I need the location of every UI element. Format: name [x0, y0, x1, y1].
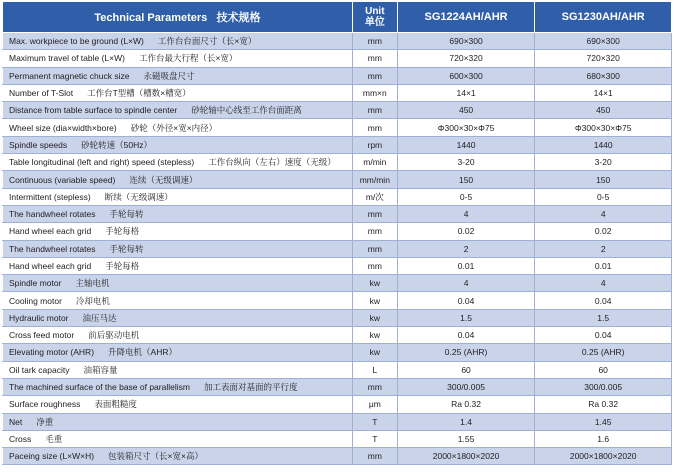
- param-en: Table longitudinal (left and right) speed (stepless): [9, 157, 195, 168]
- value-cell-1: 0.25 (AHR): [397, 344, 535, 361]
- param-en: Spindle motor: [9, 278, 62, 289]
- param-cell: [3, 119, 353, 136]
- unit-cell: T: [352, 430, 397, 447]
- param-cn: 工作台台面尺寸（长×宽）: [157, 36, 257, 47]
- table-row: [3, 292, 672, 309]
- table-row: [3, 154, 672, 171]
- spec-table-body: [3, 33, 672, 465]
- table-row: [3, 396, 672, 413]
- param-en: Hand wheel each grid: [9, 226, 92, 237]
- value-cell-2: 4: [535, 275, 672, 292]
- param-cell: [3, 292, 353, 309]
- unit-cell: mm: [352, 67, 397, 84]
- value-cell-1: 1.4: [397, 413, 535, 430]
- unit-cell: mm×n: [352, 84, 397, 101]
- header-unit: [352, 2, 397, 33]
- param-cn: 手轮每格: [105, 226, 140, 237]
- value-cell-1: 0.01: [397, 257, 535, 274]
- header-param-cn: 技术规格: [216, 12, 261, 24]
- value-cell-2: Φ300×30×Φ75: [535, 119, 672, 136]
- param-cell: [3, 240, 353, 257]
- param-cell: [3, 50, 353, 67]
- param-en: Surface roughness: [9, 399, 81, 410]
- param-en: Elevating motor (AHR): [9, 347, 95, 358]
- value-cell-2: 0.02: [535, 223, 672, 240]
- param-en: Max. workpiece to be ground (L×W): [9, 36, 144, 47]
- header-model-2: SG1230AH/AHR: [535, 2, 672, 33]
- param-en: Intermittent (stepless): [9, 191, 91, 202]
- value-cell-2: 720×320: [535, 50, 672, 67]
- unit-cell: mm: [352, 50, 397, 67]
- param-cn: 毛重: [45, 433, 63, 444]
- value-cell-1: 0.02: [397, 223, 535, 240]
- param-cn: 连续（无级调速）: [129, 174, 198, 185]
- value-cell-2: 1.45: [535, 413, 672, 430]
- value-cell-1: 720×320: [397, 50, 535, 67]
- value-cell-1: 3-20: [397, 154, 535, 171]
- param-cell: [3, 344, 353, 361]
- param-cn: 砂轮转速（50Hz）: [81, 139, 152, 150]
- param-cn: 升降电机（AHR）: [108, 347, 177, 358]
- param-cn: 工作台T型槽（槽数×槽宽）: [87, 88, 191, 99]
- param-en: Number of T-Slot: [9, 88, 74, 99]
- header-model-1: SG1224AH/AHR: [397, 2, 535, 33]
- unit-cell: μm: [352, 396, 397, 413]
- table-row: [3, 430, 672, 447]
- param-cell: [3, 413, 353, 430]
- param-en: The handwheel rotates: [9, 209, 96, 220]
- value-cell-1: 2000×1800×2020: [397, 448, 535, 465]
- param-cell: [3, 223, 353, 240]
- table-row: [3, 119, 672, 136]
- value-cell-2: 690×300: [535, 33, 672, 50]
- table-row: [3, 67, 672, 84]
- param-cell: [3, 309, 353, 326]
- param-cn: 加工表面对基面的平行度: [203, 382, 298, 393]
- param-cn: 油压马达: [82, 312, 117, 323]
- param-cell: [3, 188, 353, 205]
- table-row: [3, 136, 672, 153]
- param-cn: 手轮每格: [105, 261, 140, 271]
- value-cell-1: 60: [397, 361, 535, 378]
- param-cell: [3, 430, 353, 447]
- value-cell-2: 14×1: [535, 84, 672, 101]
- value-cell-2: 2000×1800×2020: [535, 448, 672, 465]
- value-cell-1: 690×300: [397, 33, 535, 50]
- unit-cell: kw: [352, 275, 397, 292]
- param-cell: [3, 102, 353, 119]
- unit-cell: mm: [352, 378, 397, 395]
- param-cell: [3, 205, 353, 222]
- param-cell: [3, 361, 353, 378]
- value-cell-2: 1.5: [535, 309, 672, 326]
- param-cn: 手轮每转: [109, 243, 144, 254]
- param-cell: [3, 84, 353, 101]
- param-en: Paceing size (L×W×H): [9, 451, 95, 462]
- unit-cell: kw: [352, 292, 397, 309]
- param-en: Permanent magnetic chuck size: [9, 70, 130, 81]
- table-row: [3, 327, 672, 344]
- param-en: Maximum travel of table (L×W): [9, 53, 125, 64]
- param-cell: [3, 136, 353, 153]
- param-en: Cross feed motor: [9, 330, 75, 341]
- param-cn: 工作台纵向（左右）速度（无级）: [208, 157, 336, 168]
- value-cell-2: 0.04: [535, 327, 672, 344]
- value-cell-1: 4: [397, 275, 535, 292]
- header-param-en: Technical Parameters: [94, 12, 208, 24]
- param-en: Distance from table surface to spindle center: [9, 105, 178, 116]
- param-cn: 前后驱动电机: [88, 330, 140, 341]
- value-cell-1: 1.55: [397, 430, 535, 447]
- param-cell: [3, 33, 353, 50]
- unit-cell: mm: [352, 240, 397, 257]
- param-cell: [3, 257, 353, 274]
- unit-cell: mm: [352, 119, 397, 136]
- value-cell-1: 300/0.005: [397, 378, 535, 395]
- table-row: [3, 344, 672, 361]
- table-row: [3, 223, 672, 240]
- value-cell-1: Φ300×30×Φ75: [397, 119, 535, 136]
- table-row: [3, 205, 672, 222]
- param-cell: [3, 154, 353, 171]
- param-cn: 手轮每转: [109, 209, 144, 220]
- param-en: Cooling motor: [9, 295, 62, 306]
- value-cell-2: 450: [535, 102, 672, 119]
- unit-cell: mm: [352, 257, 397, 274]
- value-cell-1: 14×1: [397, 84, 535, 101]
- table-row: [3, 275, 672, 292]
- param-cn: 主轴电机: [75, 278, 110, 289]
- value-cell-2: 300/0.005: [535, 378, 672, 395]
- value-cell-1: 1.5: [397, 309, 535, 326]
- value-cell-1: 4: [397, 205, 535, 222]
- value-cell-2: 150: [535, 171, 672, 188]
- value-cell-2: 0.04: [535, 292, 672, 309]
- param-cn: 断续（无级调速）: [104, 191, 173, 202]
- value-cell-1: 0-5: [397, 188, 535, 205]
- value-cell-1: Ra 0.32: [397, 396, 535, 413]
- unit-cell: kw: [352, 344, 397, 361]
- spec-table: [2, 1, 672, 465]
- unit-cell: m/次: [352, 188, 397, 205]
- value-cell-2: 3-20: [535, 154, 672, 171]
- value-cell-2: 0-5: [535, 188, 672, 205]
- value-cell-1: 2: [397, 240, 535, 257]
- param-en: The machined surface of the base of parallelism: [9, 382, 190, 393]
- table-row: [3, 50, 672, 67]
- param-en: Spindle speeds: [9, 139, 68, 150]
- param-en: Hand wheel each grid: [9, 261, 92, 271]
- unit-cell: mm: [352, 102, 397, 119]
- value-cell-2: Ra 0.32: [535, 396, 672, 413]
- param-cn: 包装箱尺寸（长×宽×高）: [108, 451, 203, 462]
- param-en: Wheel size (dia×width×bore): [9, 122, 117, 133]
- value-cell-2: 60: [535, 361, 672, 378]
- table-row: [3, 257, 672, 274]
- value-cell-1: 600×300: [397, 67, 535, 84]
- param-en: Oil tark capacity: [9, 364, 70, 375]
- param-cell: [3, 448, 353, 465]
- value-cell-1: 0.04: [397, 327, 535, 344]
- unit-cell: mm: [352, 205, 397, 222]
- param-en: Hydraulic motor: [9, 312, 69, 323]
- table-row: [3, 378, 672, 395]
- unit-cell: kw: [352, 327, 397, 344]
- unit-cell: T: [352, 413, 397, 430]
- param-cell: [3, 327, 353, 344]
- value-cell-1: 450: [397, 102, 535, 119]
- table-row: [3, 188, 672, 205]
- value-cell-2: 1.6: [535, 430, 672, 447]
- param-cell: [3, 378, 353, 395]
- param-cn: 冷却电机: [75, 295, 110, 306]
- table-row: [3, 33, 672, 50]
- table-row: [3, 84, 672, 101]
- table-row: [3, 171, 672, 188]
- param-en: The handwheel rotates: [9, 243, 96, 254]
- header-unit-en: Unit: [365, 6, 385, 17]
- unit-cell: kw: [352, 309, 397, 326]
- param-cn: 砂轮（外径×宽×内径）: [130, 122, 218, 133]
- value-cell-1: 1440: [397, 136, 535, 153]
- param-en: Cross: [9, 433, 32, 444]
- unit-cell: m/min: [352, 154, 397, 171]
- param-en: Continuous (variable speed): [9, 174, 116, 185]
- table-row: [3, 361, 672, 378]
- param-cn: 净重: [36, 416, 54, 427]
- header-param: [3, 2, 353, 33]
- unit-cell: mm: [352, 448, 397, 465]
- unit-cell: rpm: [352, 136, 397, 153]
- value-cell-2: 0.01: [535, 257, 672, 274]
- table-row: [3, 413, 672, 430]
- unit-cell: mm/min: [352, 171, 397, 188]
- value-cell-2: 2: [535, 240, 672, 257]
- header-unit-cn: 单位: [364, 17, 385, 28]
- unit-cell: L: [352, 361, 397, 378]
- header-row: [3, 2, 672, 33]
- table-row: [3, 448, 672, 465]
- value-cell-2: 4: [535, 205, 672, 222]
- param-cell: [3, 171, 353, 188]
- unit-cell: mm: [352, 223, 397, 240]
- unit-cell: mm: [352, 33, 397, 50]
- value-cell-2: 0.25 (AHR): [535, 344, 672, 361]
- value-cell-1: 150: [397, 171, 535, 188]
- param-cell: [3, 396, 353, 413]
- table-row: [3, 102, 672, 119]
- param-cn: 表面粗糙度: [94, 399, 137, 410]
- param-cn: 永磁吸盘尺寸: [143, 70, 195, 81]
- value-cell-1: 0.04: [397, 292, 535, 309]
- value-cell-2: 680×300: [535, 67, 672, 84]
- param-cn: 砂轮轴中心线至工作台面距离: [191, 105, 302, 116]
- param-cn: 工作台最大行程（长×宽）: [138, 53, 238, 64]
- param-en: Net: [9, 416, 23, 427]
- table-row: [3, 309, 672, 326]
- param-cell: [3, 67, 353, 84]
- param-cn: 油箱容量: [83, 364, 118, 375]
- value-cell-2: 1440: [535, 136, 672, 153]
- param-cell: [3, 275, 353, 292]
- table-row: [3, 240, 672, 257]
